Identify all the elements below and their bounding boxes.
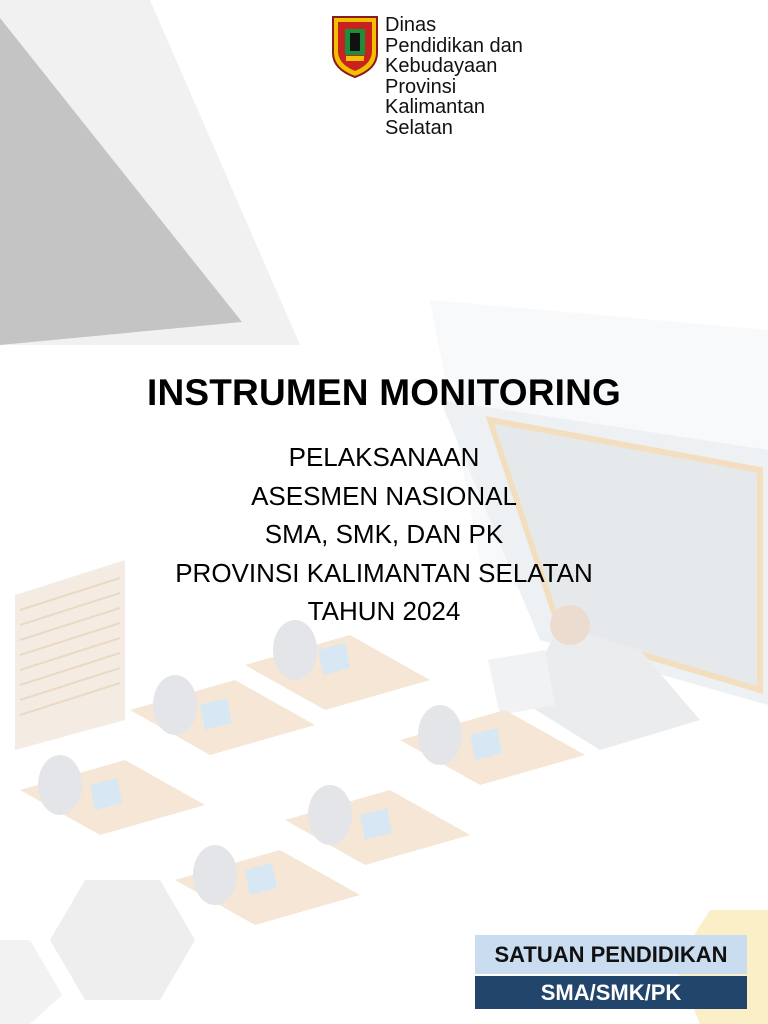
subtitle-line: PROVINSI KALIMANTAN SELATAN (175, 557, 593, 588)
agency-line: Dinas (385, 14, 437, 36)
hexagon-1 (50, 880, 195, 1000)
badge-label: SATUAN PENDIDIKAN (475, 935, 747, 974)
document-subtitle (0, 438, 768, 631)
education-unit-badge (475, 935, 747, 1009)
subtitle-line: SMA, SMK, DAN PK (264, 519, 504, 549)
hexagon-2 (0, 940, 62, 1024)
badge-value: SMA/SMK/PK (475, 976, 747, 1009)
subtitle-line: PELAKSANAAN (288, 442, 480, 472)
agency-name (385, 15, 565, 138)
subtitle-line: ASESMEN NASIONAL (251, 480, 517, 511)
subtitle-line: TAHUN 2024 (307, 596, 461, 626)
provincial-emblem-icon (331, 15, 379, 79)
agency-line: Selatan (385, 116, 453, 139)
agency-line: Pendidikan dan (385, 34, 523, 57)
agency-line: Kebudayaan (385, 55, 498, 77)
agency-line: Provinsi (385, 75, 457, 98)
agency-line: Kalimantan (385, 96, 486, 118)
teacher-laptop (488, 650, 555, 715)
header (331, 15, 565, 138)
document-title: INSTRUMEN MONITORING (146, 372, 622, 413)
